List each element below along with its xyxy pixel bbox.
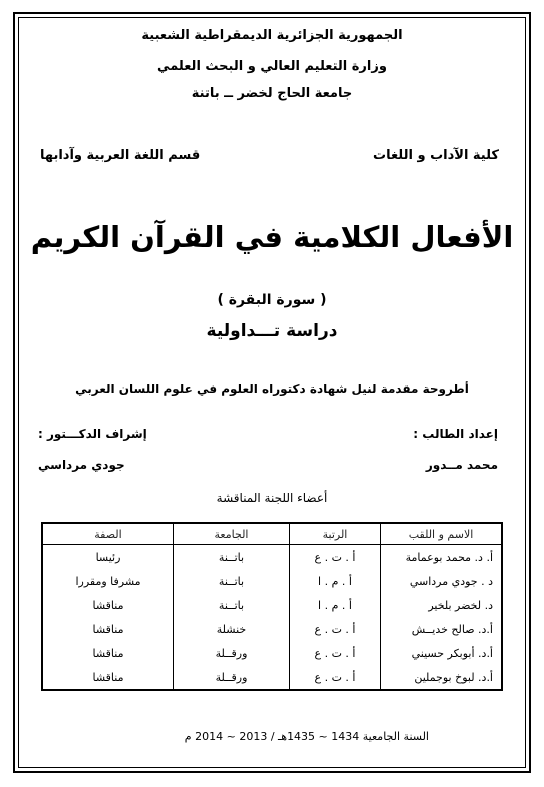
table-row [42,617,502,641]
table-row [42,593,502,617]
member-role: مناقشا [42,593,174,617]
member-name: أ.د. صالح خديــش [381,617,503,641]
member-name: د . جودي مرداسي [381,569,503,593]
table-row [42,665,502,690]
member-name: أ.د. أبوبكر حسيني [381,641,503,665]
column-header-name: الاسم و اللقب [381,523,503,545]
ministry-line: وزارة التعليم العالي و البحث العلمي [157,59,387,74]
thesis-title: الأفعال الكلامية في القرآن الكريم [30,220,514,254]
member-university: خنشلة [174,617,290,641]
member-role: مناقشا [42,665,174,690]
study-type: دراسة تـــداولية [206,321,338,341]
supervisor-label: إشراف الدكـــتور : [38,427,147,441]
member-role: رئيسا [42,545,174,570]
table-row [42,569,502,593]
committee-table [41,522,503,691]
column-header-rank: الرتبة [290,523,381,545]
member-rank: أ . م . ا [290,593,381,617]
table-row [42,545,502,570]
student-name: محمد مــدور [425,458,498,472]
supervisor-name: جودي مرداسي [38,458,125,472]
member-role: مناقشا [42,617,174,641]
department-label: قسم اللغة العربية وآدابها [40,148,201,163]
member-rank: أ . ت . ع [290,545,381,570]
academic-year: السنة الجامعية 1434 ~ 1435هـ / 2013 ~ 2014 م [184,730,429,743]
faculty-label: كلية الآداب و اللغات [373,148,499,163]
member-rank: أ . ت . ع [290,617,381,641]
table-row [42,641,502,665]
republic-line: الجمهورية الجزائرية الديمقراطية الشعبية [141,28,403,43]
member-rank: أ . م . ا [290,569,381,593]
thesis-note: أطروحة مقدمة لنيل شهادة دكتوراه العلوم في علوم اللسان العربي [75,382,469,396]
member-name: أ.د. لبوخ بوجملين [381,665,503,690]
member-university: ورقــلة [174,665,290,690]
column-header-role: الصفة [42,523,174,545]
member-role: مشرفا ومقررا [42,569,174,593]
member-university: باتــنة [174,545,290,570]
table-header-row [42,523,502,545]
member-university: باتــنة [174,569,290,593]
member-name: د. لخضر بلخير [381,593,503,617]
column-header-university: الجامعة [174,523,290,545]
member-rank: أ . ت . ع [290,641,381,665]
committee-heading: أعضاء اللجنة المناقشة [216,491,328,505]
member-role: مناقشا [42,641,174,665]
member-university: باتــنة [174,593,290,617]
university-line: جامعة الحاج لخضر ــ باتنة [191,86,353,101]
member-university: ورقــلة [174,641,290,665]
member-rank: أ . ت . ع [290,665,381,690]
thesis-subtitle: ( سورة البقرة ) [217,292,327,308]
student-label: إعداد الطالب : [413,427,498,441]
member-name: أ. د. محمد بوعمامة [381,545,503,570]
